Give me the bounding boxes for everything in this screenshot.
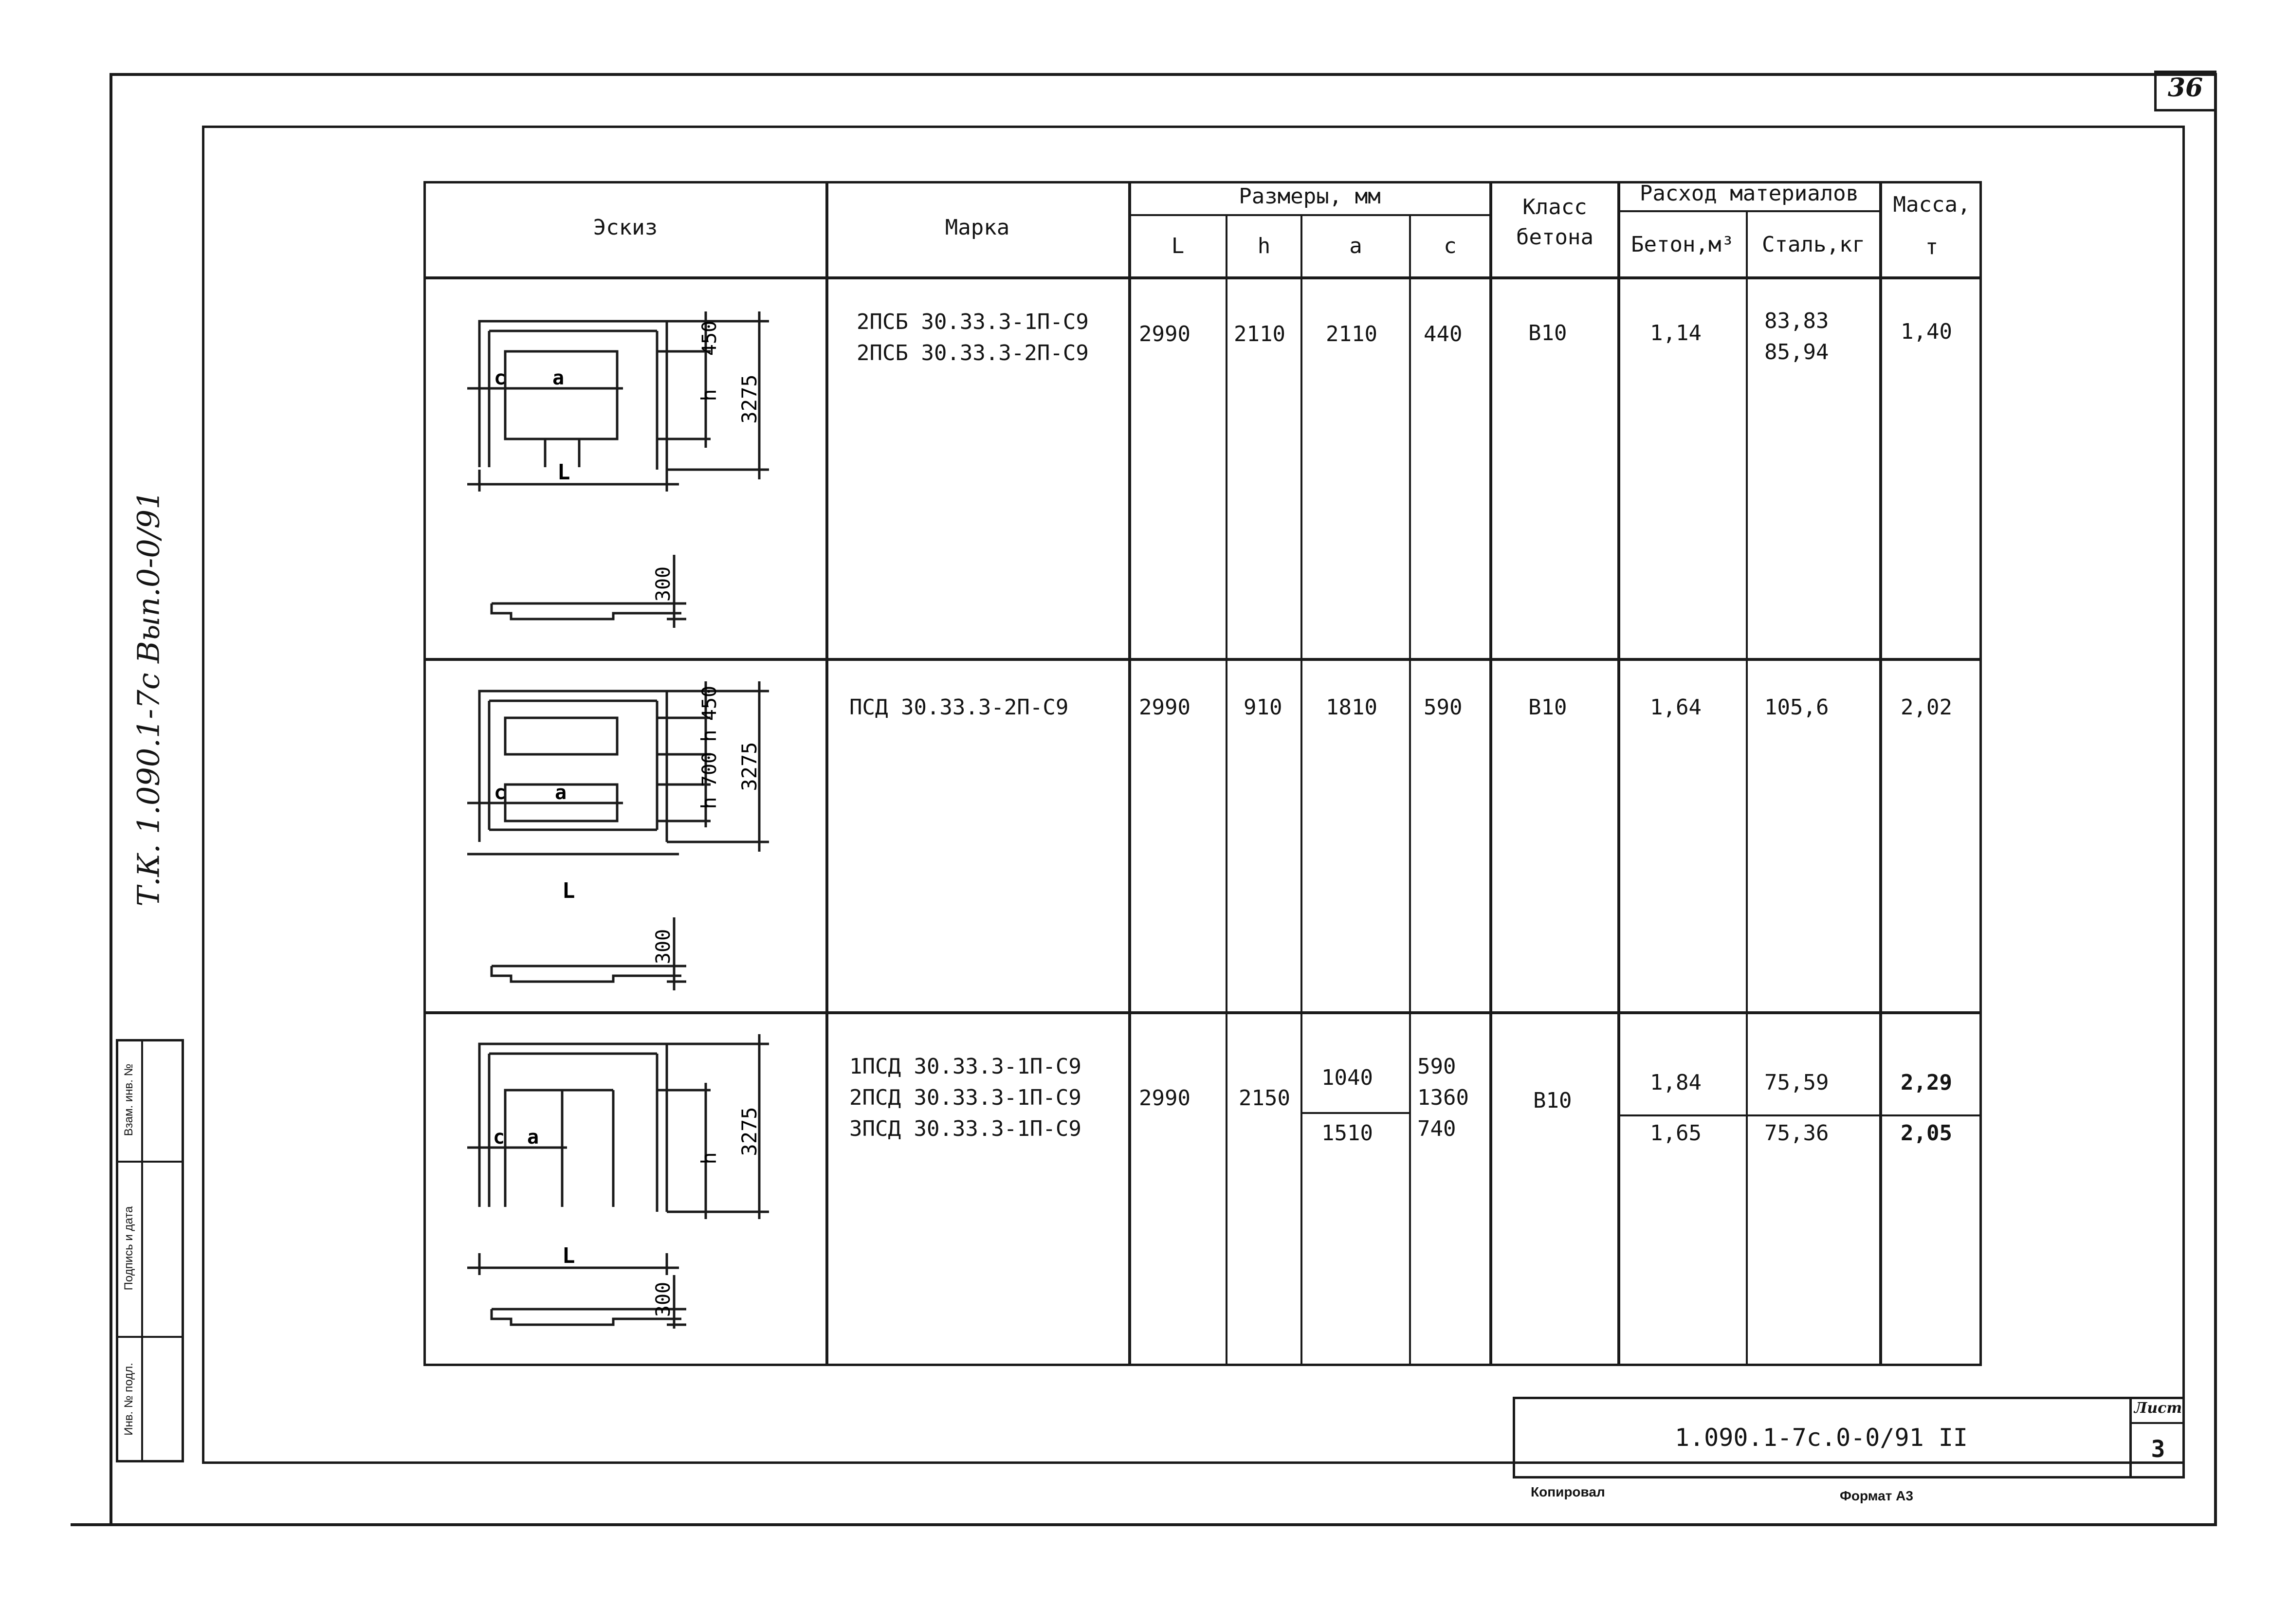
outer-frame-left xyxy=(110,73,112,1523)
sketch3-dim-a: a xyxy=(527,1126,539,1149)
row-sep-2 xyxy=(423,1011,1982,1014)
title-block-sheet-label-line xyxy=(2129,1422,2185,1424)
sketch2-dim-total: 3275 xyxy=(737,742,761,791)
row1-L: 2990 xyxy=(1139,322,1190,347)
sketch3-dim-total: 3275 xyxy=(737,1107,761,1156)
row3-mass-top: 2,29 xyxy=(1901,1070,1952,1095)
header-concrete: Бетон,м³ xyxy=(1631,232,1734,257)
side-stamp-vzam: Взам. инв. № xyxy=(122,1063,135,1136)
row3-steel-top: 75,59 xyxy=(1764,1070,1829,1095)
row2-class: В10 xyxy=(1528,695,1567,720)
outer-frame-right xyxy=(2214,73,2217,1526)
row2-h: 910 xyxy=(1244,695,1282,720)
sketch3-dim-L: L xyxy=(562,1243,575,1268)
sketch2-dim-h1: h xyxy=(697,730,721,742)
footer-format: Формат А3 xyxy=(1840,1488,1913,1503)
header-L: L xyxy=(1171,234,1185,258)
side-stamp-podpis: Подпись и дата xyxy=(122,1206,135,1291)
row-sep-1 xyxy=(423,658,1982,661)
footer-copied: Копировал xyxy=(1531,1484,1605,1499)
sketch2-dim-top: 450 xyxy=(698,685,721,721)
header-materials: Расход материалов xyxy=(1639,181,1859,206)
header-bottom xyxy=(423,276,1982,279)
sketch1-dim-a: a xyxy=(552,367,565,389)
sketch2-dim-h2: h xyxy=(697,797,721,809)
sketch3-dim-h: h xyxy=(697,1152,721,1165)
header-subline-dims xyxy=(1128,214,1489,216)
sketch1-dim-h: h xyxy=(697,389,721,401)
row3-c: 590 1360 740 xyxy=(1417,1054,1469,1141)
col-sep-mark xyxy=(825,181,828,1366)
row1-class: В10 xyxy=(1528,321,1567,346)
sketch-panel-1 xyxy=(453,302,793,642)
row2-steel: 105,6 xyxy=(1764,695,1829,720)
header-a: a xyxy=(1349,234,1362,258)
row3-split-materials xyxy=(1617,1114,1982,1116)
row1-c: 440 xyxy=(1424,322,1463,347)
row1-mass: 1,40 xyxy=(1901,319,1952,344)
header-c: c xyxy=(1444,234,1457,258)
sketch1-dim-total: 3275 xyxy=(737,374,761,424)
row1-steel: 83,83 85,94 xyxy=(1764,309,1829,365)
sheet-number: 3 xyxy=(2151,1436,2165,1463)
sketch1-dim-profile: 300 xyxy=(652,566,675,602)
row3-concrete-top: 1,84 xyxy=(1650,1070,1702,1095)
row1-marks: 2ПСБ 30.33.3-1П-С9 2ПСБ 30.33.3-2П-С9 xyxy=(857,310,1089,365)
row2-marks: ПСД 30.33.3-2П-С9 xyxy=(849,695,1069,720)
sketch2-dim-L: L xyxy=(562,878,575,903)
side-note-code: Т.К. 1.090.1-7с Вып.0-0/91 xyxy=(130,490,166,907)
side-stamp-div-2 xyxy=(116,1336,184,1338)
sketch2-dim-c: c xyxy=(494,782,506,804)
header-subline-materials xyxy=(1617,210,1879,212)
row3-steel-bottom: 75,36 xyxy=(1764,1121,1829,1146)
row1-h: 2110 xyxy=(1234,322,1285,347)
row2-a: 1810 xyxy=(1326,695,1377,720)
col-sep-h xyxy=(1226,214,1227,1366)
sketch2-dim-profile: 300 xyxy=(652,929,675,965)
row2-c: 590 xyxy=(1424,695,1463,720)
row3-split-a xyxy=(1300,1112,1409,1114)
row3-a-top: 1040 xyxy=(1321,1065,1373,1090)
sketch3-dim-profile: 300 xyxy=(652,1281,675,1317)
col-sep-class xyxy=(1489,181,1492,1366)
sketch-panel-2 xyxy=(453,672,793,1007)
row3-L: 2990 xyxy=(1139,1086,1190,1111)
col-sep-mass xyxy=(1879,181,1882,1366)
side-stamp-vdiv xyxy=(141,1039,143,1462)
col-sep-c xyxy=(1409,214,1411,1366)
header-class-1: Класс xyxy=(1522,195,1587,219)
header-mark: Марка xyxy=(945,215,1010,240)
header-sketch: Эскиз xyxy=(593,215,658,240)
outer-frame-top xyxy=(110,73,2217,76)
row2-concrete: 1,64 xyxy=(1650,695,1702,720)
header-steel: Сталь,кг xyxy=(1762,232,1865,257)
row3-h: 2150 xyxy=(1239,1086,1290,1111)
header-dimensions: Размеры, мм xyxy=(1239,184,1381,209)
row3-mass-bottom: 2,05 xyxy=(1901,1121,1952,1146)
page-number: 36 xyxy=(2167,73,2203,103)
sketch2-dim-mid: 700 xyxy=(698,751,721,787)
header-h: h xyxy=(1257,234,1271,258)
sketch2-dim-a: a xyxy=(555,782,567,804)
col-sep-concrete xyxy=(1617,181,1620,1366)
row1-concrete: 1,14 xyxy=(1650,321,1702,346)
row3-a-bottom: 1510 xyxy=(1321,1121,1373,1146)
sketch3-dim-c: c xyxy=(493,1126,505,1149)
outer-frame-bottom xyxy=(71,1523,2217,1526)
col-sep-a xyxy=(1300,214,1302,1366)
col-sep-L xyxy=(1128,181,1131,1366)
row3-class: В10 xyxy=(1533,1088,1572,1113)
sketch-panel-3 xyxy=(453,1027,793,1363)
row2-mass: 2,02 xyxy=(1901,695,1952,720)
row1-a: 2110 xyxy=(1326,322,1377,347)
row3-marks: 1ПСД 30.33.3-1П-С9 2ПСД 30.33.3-1П-С9 3ПСД 30.33.3-1П-С9 xyxy=(849,1054,1081,1141)
sketch1-dim-top: 450 xyxy=(698,320,721,356)
row3-concrete-bottom: 1,65 xyxy=(1650,1121,1702,1146)
row2-L: 2990 xyxy=(1139,695,1190,720)
title-block-code: 1.090.1-7с.0-0/91 II xyxy=(1674,1423,1968,1452)
side-stamp-inv-podl: Инв. № подл. xyxy=(122,1363,135,1436)
header-class-2: бетона xyxy=(1516,225,1593,250)
side-stamp-div-1 xyxy=(116,1161,184,1163)
sketch1-dim-L: L xyxy=(557,460,570,485)
header-mass-1: Масса, xyxy=(1893,192,1971,217)
sheet-label: Лист xyxy=(2134,1400,2182,1417)
sketch1-dim-c: c xyxy=(494,367,506,389)
col-sep-steel xyxy=(1746,210,1748,1366)
header-mass-2: т xyxy=(1925,235,1939,259)
